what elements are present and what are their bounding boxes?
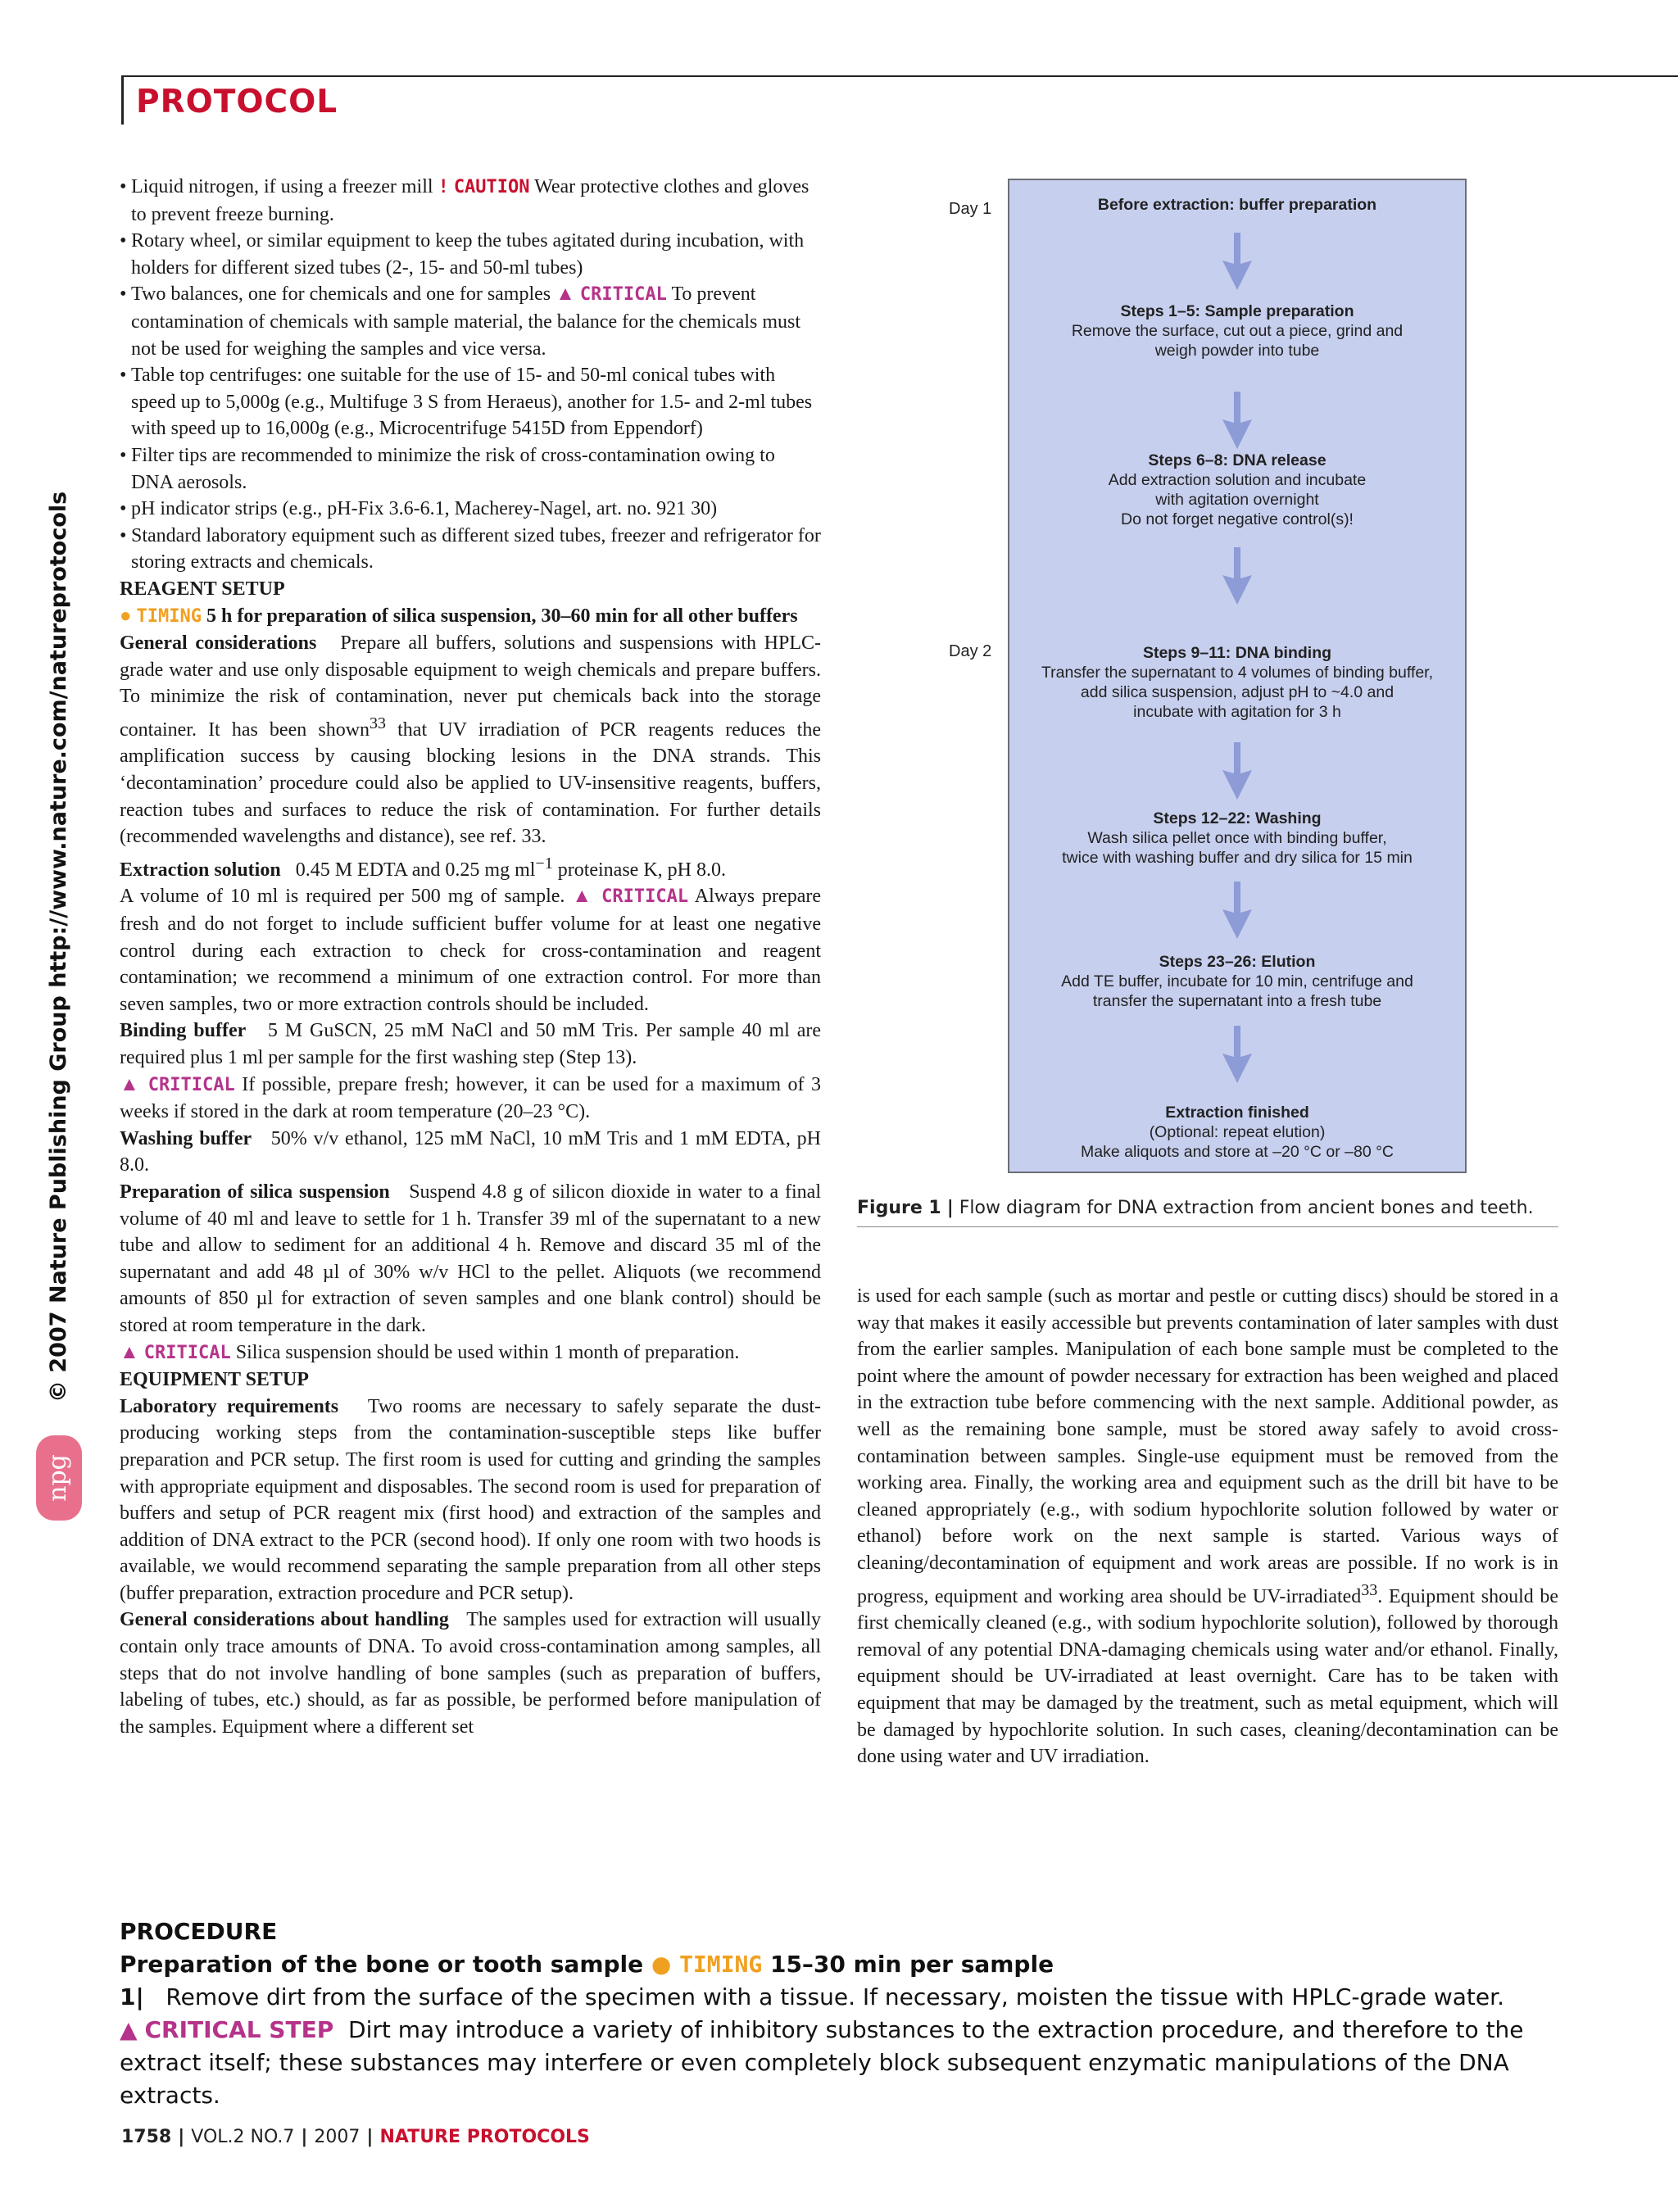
flow-step: Steps 23–26: Elution Add TE buffer, incubate for 10 min, centrifuge and transfer the supernatant into a fresh tube <box>1061 953 1413 1010</box>
svg-text:npg: npg <box>43 1454 72 1502</box>
procedure-heading: PROCEDURE <box>120 1918 278 1945</box>
left-column <box>120 174 821 1740</box>
page-footer: 1758 | VOL.2 NO.7 | 2007 | NATURE PROTOCOLS <box>121 2127 590 2147</box>
equipment-bullet: • pH indicator strips (e.g., pH-Fix 3.6-6.1, Macherey-Nagel, art. no. 921 30) <box>120 496 821 523</box>
reagent-setup-heading: REAGENT SETUP <box>120 578 285 600</box>
year: 2007 <box>314 2127 361 2147</box>
down-arrow-icon <box>1221 233 1254 290</box>
reagent-timing: ● TIMING 5 h for preparation of silica suspension, 30–60 min for all other buffers <box>120 605 798 627</box>
flow-step: Before extraction: buffer preparation <box>1097 196 1377 214</box>
extraction-solution: Extraction solution 0.45 M EDTA and 0.25 mg $ml^{-1}$ proteinase K, pH 8.0. A volume of 10 ml is required per 500 mg of sample. ▲ CRITICAL Always prepare fresh and do not forget to include sufficient buffer volume for at least one negative control during each extraction to check for cross-contamination and reagent contamination; we recommend a minimum of one extraction control. For more than seven samples, two or more extraction controls should be included. <box>120 854 821 1015</box>
equipment-bullet: • Filter tips are recommended to minimize the risk of cross-contamination owing to DNA aerosols. <box>120 442 821 496</box>
right-column <box>857 1283 1558 1770</box>
procedure-subheading: Preparation of the bone or tooth sample ● TIMING 15–30 min per sample <box>120 1951 1054 1978</box>
binding-buffer: Binding buffer 5 M GuSCN, 25 mM NaCl and 50 mM Tris. Per sample 40 ml are required plus 1 ml per sample for the first washing step (Step 13). ▲ CRITICAL If possible, prepare fresh; however, it can be used for a maximum of 3 weeks if stored in the dark at room temperature (20–23 °C). <box>120 1020 821 1123</box>
equipment-bullet: • Liquid nitrogen, if using a freezer mill ! CAUTION Wear protective clothes and gloves to prevent freeze burning. <box>120 174 821 228</box>
silica-suspension: Preparation of silica suspension Suspend 4.8 g of silicon dioxide in water to a final volume of 40 ml and leave to settle for 1 h. Transfer 39 ml of the supernatant to a new tube and allow to sediment for an additional 4 h. Remove and discard 35 ml of the supernatant and add 48 µl of 30% w/v HCl to the pellet. Aliquots (we recommend amounts of 850 µl for extraction of seven samples and one blank control) should be stored at room temperature in the dark. ▲ CRITICAL Silica suspension should be used within 1 month of preparation. <box>120 1181 821 1363</box>
journal-name: NATURE PROTOCOLS <box>379 2127 590 2147</box>
header-rule <box>121 75 1678 77</box>
volume-info: VOL.2 NO.7 <box>191 2127 295 2147</box>
page-number: 1758 <box>121 2127 172 2147</box>
procedure-section <box>120 1915 1562 2112</box>
laboratory-requirements: Laboratory requirements Two rooms are necessary to safely separate the dust-producing working steps from the contamination-susceptible steps like buffer preparation and PCR setup. The first room is used for cutting and grinding the samples with appropriate equipment and disposables. The second room is used for preparation of buffers and setup of PCR reagent mix (first hood) and extraction of the samples and addition of DNA extract to the PCR (second hood). If only one room with two hoods is available, we would recommend separating the sample preparation from all other steps (buffer preparation, extraction procedure and PCR setup). <box>120 1395 821 1604</box>
equipment-bullet: • Rotary wheel, or similar equipment to keep the tubes agitated during incubation, with holders for different sized tubes (2-, 15- and 50-ml tubes) <box>120 228 821 281</box>
equipment-bullet: • Two balances, one for chemicals and one for samples ▲ CRITICAL To prevent contamination of chemicals with sample material, the balance for the chemicals must not be used for weighing the samples and vice versa. <box>120 281 821 362</box>
handling-considerations: General considerations about handling The samples used for extraction will usually contain only trace amounts of DNA. To avoid cross-contamination among samples, all steps that do not involve handling of bone samples (such as preparation of buffers, labeling of tubes, etc.) should, as far as possible, be performed before manipulation of the samples. Equipment where a different set <box>120 1609 821 1738</box>
flow-step: Steps 6–8: DNA release Add extraction solution and incubate with agitation overnight Do not forget negative control(s)! <box>1108 451 1367 528</box>
equipment-bullet: • Table top centrifuges: one suitable for the use of 15- and 50-ml conical tubes with speed up to 5,000g (e.g., Multifuge 3 S from Heraeus), another for 1.5- and 2-ml tubes with speed up to 16,000g (e.g., Microcentrifuge 5415D from Eppendorf) <box>120 362 821 442</box>
flow-step: Extraction finished (Optional: repeat elution) Make aliquots and store at –20 °C or –80 °C <box>1081 1104 1394 1161</box>
equipment-setup-heading: EQUIPMENT SETUP <box>120 1369 309 1391</box>
down-arrow-icon <box>1221 1026 1254 1083</box>
day-1-label: Day 1 <box>949 200 992 218</box>
down-arrow-icon <box>1221 392 1254 449</box>
flow-step: Steps 1–5: Sample preparation Remove the surface, cut out a piece, grind and weigh powder into tube <box>1071 302 1404 360</box>
flow-step: Steps 12–22: Washing Wash silica pellet once with binding buffer, twice with washing buffer and dry silica for 15 min <box>1062 809 1413 867</box>
washing-buffer: Washing buffer 50% v/v ethanol, 125 mM NaCl, 10 mM Tris and 1 mM EDTA, pH 8.0. <box>120 1127 821 1176</box>
procedure-step-1: 1| Remove dirt from the surface of the specimen with a tissue. If necessary, moisten the tissue with HPLC-grade water. ▲ CRITICAL STEP Dirt may introduce a variety of inhibitory substances to the extraction procedure, and therefore to the extract itself; these substances may interfere or even completely block subsequent enzymatic manipulations of the DNA extracts. <box>120 1983 1524 2109</box>
npg-logo-icon <box>36 1435 82 1521</box>
down-arrow-icon <box>1221 882 1254 939</box>
down-arrow-icon <box>1221 742 1254 800</box>
section-label: PROTOCOL <box>136 84 338 120</box>
figure-caption: Figure 1 | Flow diagram for DNA extraction from ancient bones and teeth. <box>857 1198 1534 1218</box>
flow-diagram <box>1008 179 1467 1173</box>
down-arrow-icon <box>1221 547 1254 605</box>
equipment-bullet: • Standard laboratory equipment such as different sized tubes, freezer and refrigerator for storing extracts and chemicals. <box>120 523 821 576</box>
caption-rule <box>857 1226 1558 1227</box>
general-considerations: General considerations Prepare all buffers, solutions and suspensions with HPLC-grade water and use only disposable equipment to weigh chemicals and prepare buffers. To minimize the risk of contamination, never put chemicals back into the storage container. It has been shown$^{33}$ that UV irradiation of PCR reagents reduces the amplification success by causing blocking lesions in the DNA strands. This ‘decontamination’ procedure could also be applied to UV-insensitive reagents, buffers, reaction tubes and surfaces to reduce the risk of contamination. For further details (recommended wavelengths and distance), see ref. 33. <box>120 632 821 848</box>
flow-step: Steps 9–11: DNA binding Transfer the supernatant to 4 volumes of binding buffer, add silica suspension, adjust pH to ~4.0 and incubate with agitation for 3 h <box>1041 644 1434 721</box>
handling-continued: is used for each sample (such as mortar and pestle or cutting discs) should be stored in a way that makes it easily accessible but prevents contamination of later samples with dust from the earlier samples. Manipulation of each bone sample must be completed to the point where the amount of powder necessary for extraction has been weighed and placed in the extraction tube before commencing with the next sample. Additional powder, as well as the remaining bone sample, must be stored away safely to avoid cross-contamination between samples. Single-use equipment must be removed from the working area. Finally, the working area and equipment such as the drill bit have to be cleaned appropriately (e.g., with sodium hypochlorite solution followed by water or ethanol) before work on the next sample is started. Various ways of cleaning/decontamination of equipment and work areas are possible. If no work is in progress, equipment and working area should be UV-irradiated$^{33}$. Equipment should be first chemically cleaned (e.g., with sodium hypochlorite solution), followed by thorough removal of any potential DNA-damaging chemicals using water and/or ethanol. Finally, equipment should be UV-irradiated at least overnight. Care has to be taken with equipment that may be damaged by the treatment, such as metal equipment, which will be damaged by hypochlorite solution. In such cases, cleaning/decontamination can be done using water and UV irradiation. <box>857 1285 1558 1768</box>
copyright-credit: © 2007 Nature Publishing Group http://www.nature.com/natureprotocols <box>46 491 71 1403</box>
day-2-label: Day 2 <box>949 642 992 660</box>
header-bar <box>121 75 124 125</box>
